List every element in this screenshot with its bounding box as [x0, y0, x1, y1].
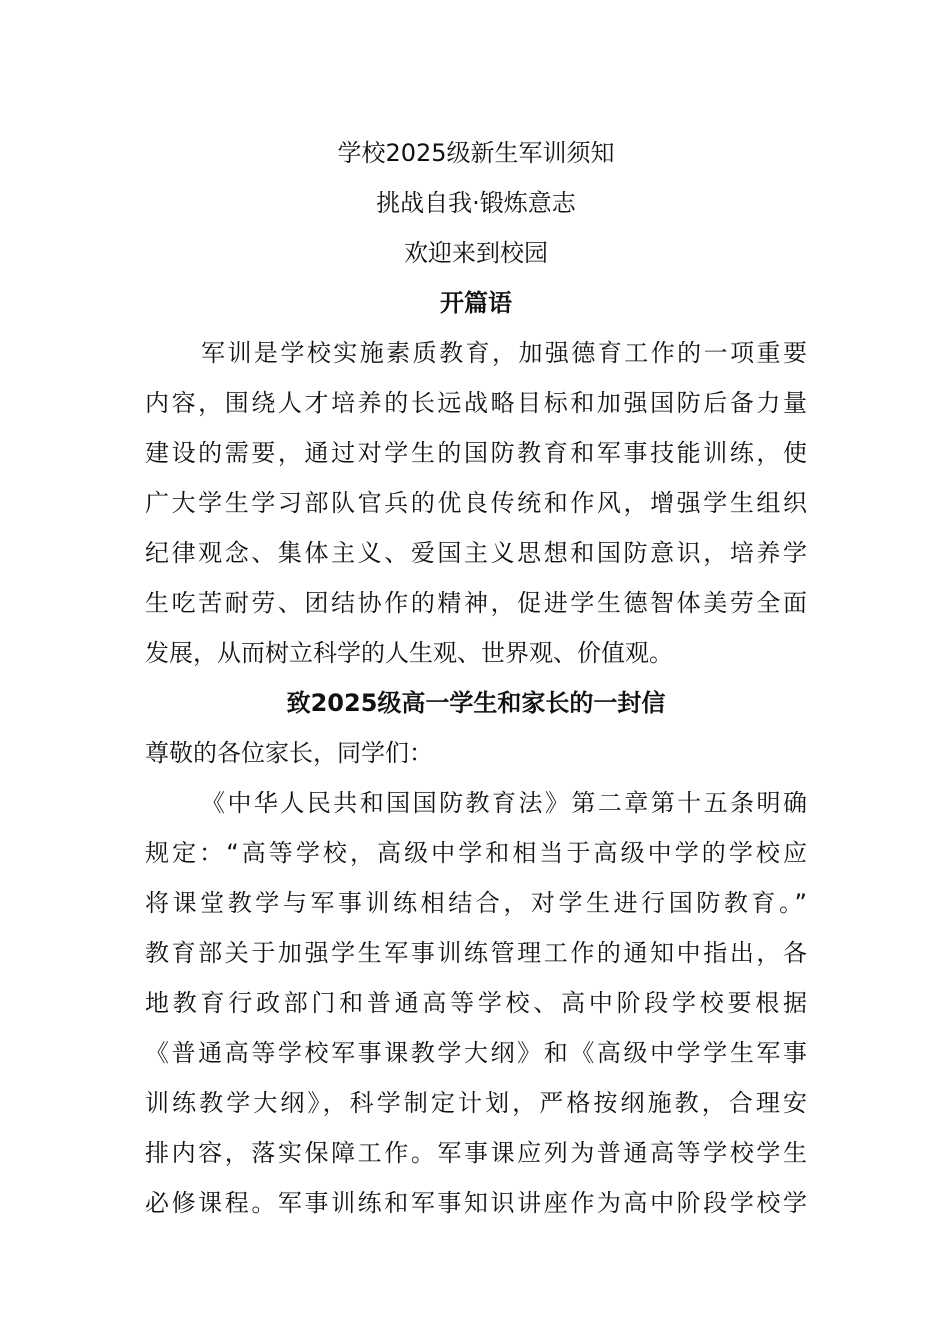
paragraph-line: 纪律观念、集体主义、爱国主义思想和国防意识，培养学 — [145, 539, 807, 567]
paragraph-line: 教育部关于加强学生军事训练管理工作的通知中指出，各 — [145, 939, 807, 967]
paragraph-line: 将课堂教学与军事训练相结合，对学生进行国防教育。” — [145, 889, 807, 917]
paragraph-line: 排内容，落实保障工作。军事课应列为普通高等学校学生 — [145, 1139, 807, 1167]
paragraph-line: 必修课程。军事训练和军事知识讲座作为高中阶段学校学 — [145, 1189, 807, 1217]
letter-salutation: 尊敬的各位家长，同学们： — [145, 739, 433, 767]
paragraph-line: 广大学生学习部队官兵的优良传统和作风，增强学生组织 — [145, 489, 807, 517]
letter-heading: 致2025级高一学生和家长的一封信 — [286, 689, 666, 717]
opening-heading: 开篇语 — [440, 289, 512, 317]
opening-paragraph — [145, 328, 807, 678]
paragraph-line: 《普通高等学校军事课教学大纲》和《高级中学学生军事 — [145, 1039, 807, 1067]
paragraph-line: 生吃苦耐劳、团结协作的精神，促进学生德智体美劳全面 — [145, 589, 807, 617]
document-subtitle: 挑战自我·锻炼意志 — [376, 189, 576, 217]
paragraph-line: 规定：“高等学校，高级中学和相当于高级中学的学校应 — [145, 839, 807, 867]
document-body — [145, 128, 807, 1228]
paragraph-line: 地教育行政部门和普通高等学校、高中阶段学校要根据 — [145, 989, 807, 1017]
paragraph-line: 建设的需要，通过对学生的国防教育和军事技能训练，使 — [145, 439, 807, 467]
welcome-line: 欢迎来到校园 — [404, 239, 548, 267]
paragraph-line: 军训是学校实施素质教育，加强德育工作的一项重要 — [201, 339, 807, 367]
document-title: 学校2025级新生军训须知 — [337, 139, 615, 167]
paragraph-line: 训练教学大纲》，科学制定计划，严格按纲施教，合理安 — [145, 1089, 807, 1117]
letter-paragraph — [145, 778, 807, 1228]
paragraph-line: 《中华人民共和国国防教育法》第二章第十五条明确 — [201, 789, 807, 817]
paragraph-line: 内容，围绕人才培养的长远战略目标和加强国防后备力量 — [145, 389, 807, 417]
paragraph-line: 发展，从而树立科学的人生观、世界观、价值观。 — [145, 639, 673, 667]
